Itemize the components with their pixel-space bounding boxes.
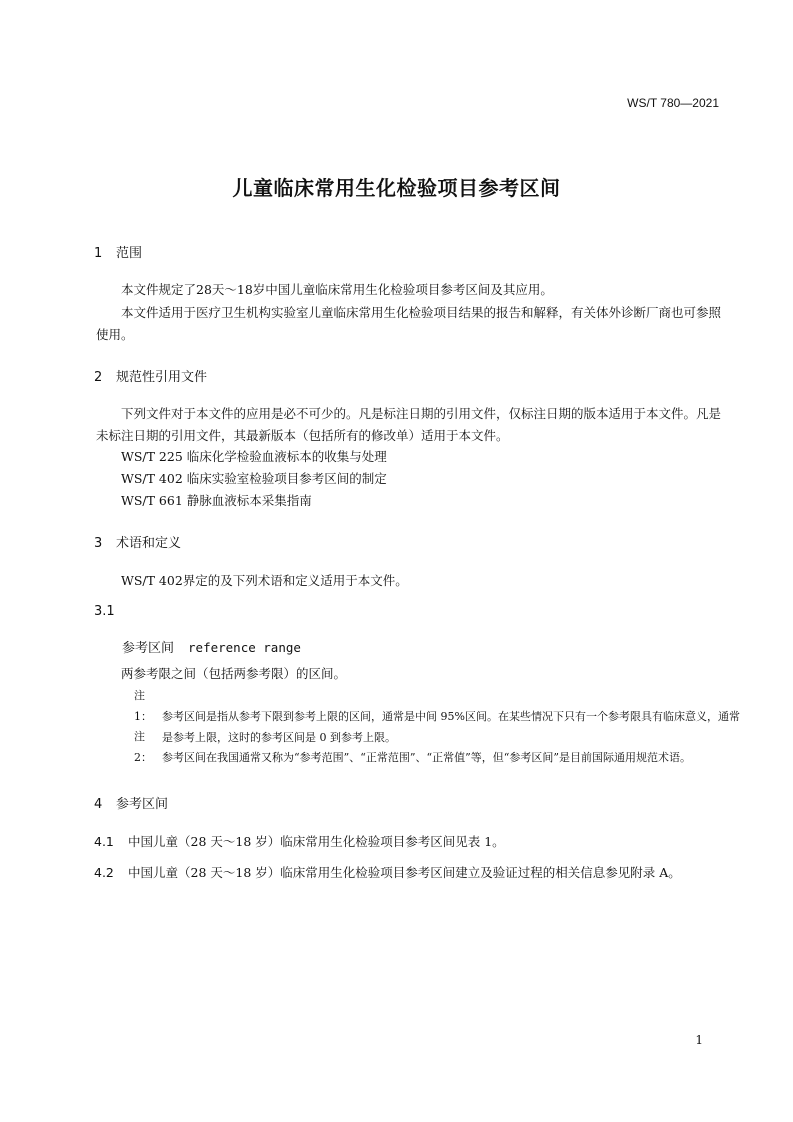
section-3-heading xyxy=(94,532,181,551)
term-entry xyxy=(122,637,301,656)
section-3-paragraph: WS/T 402界定的及下列术语和定义适用于本文件。 xyxy=(121,573,408,588)
section-1-paragraph-2 xyxy=(96,302,721,346)
note-text: 参考区间是指从参考下限到参考上限的区间，通常是中间 95%区间。在某些情况下只有一个参考限具有临床意义，通常是参考上限，这时的参考区间是 0 到参考上限。 xyxy=(162,710,740,744)
section-title: 规范性引用文件 xyxy=(116,370,208,385)
paragraph-text: 下列文件对于本文件的应用是必不可少的。凡是标注日期的引用文件，仅标注日期的版本适用于本文件。凡是未标注日期的引用文件，其最新版本（包括所有的修改单）适用于本文件。 xyxy=(96,406,722,443)
subclause-3-1-number: 3.1 xyxy=(94,604,115,619)
term-definition: 两参考限之间（包括两参考限）的区间。 xyxy=(121,666,347,681)
paragraph-text: 本文件规定了28天～18岁中国儿童临床常用生化检验项目参考区间及其应用。 xyxy=(121,282,553,297)
normative-reference: WS/T 661 静脉血液标本采集指南 xyxy=(121,493,312,508)
clause-text: 中国儿童（28 天～18 岁）临床常用生化检验项目参考区间建立及验证过程的相关信息参见附录 A。 xyxy=(128,865,681,880)
clause-4-1 xyxy=(94,832,505,850)
section-title: 范围 xyxy=(116,246,143,261)
section-1-heading xyxy=(94,242,142,261)
section-2-heading xyxy=(94,366,207,385)
page-title: 儿童临床常用生化检验项目参考区间 xyxy=(232,176,561,200)
section-number: 2 xyxy=(94,370,103,385)
section-number: 1 xyxy=(94,246,103,261)
section-2-paragraph xyxy=(96,403,721,447)
note-tag: 注1： xyxy=(134,689,152,723)
clause-4-2 xyxy=(94,863,681,881)
section-4-heading xyxy=(94,793,168,812)
section-number: 4 xyxy=(94,797,103,812)
normative-reference: WS/T 402 临床实验室检验项目参考区间的制定 xyxy=(121,471,387,486)
clause-number: 4.1 xyxy=(94,834,114,849)
section-number: 3 xyxy=(94,536,103,551)
section-title: 术语和定义 xyxy=(116,536,182,551)
section-1-paragraph-1 xyxy=(96,279,721,301)
term-chinese: 参考区间 xyxy=(122,641,175,656)
note-text: 参考区间在我国通常又称为“参考范围”、“正常范围”、“正常值”等，但“参考区间”是目前国际通用规范术语。 xyxy=(162,751,691,764)
note-2 xyxy=(134,726,750,768)
page-number: 1 xyxy=(695,1033,703,1047)
clause-number: 4.2 xyxy=(94,865,114,880)
note-tag: 注2： xyxy=(134,730,152,764)
section-title: 参考区间 xyxy=(116,797,169,812)
normative-reference: WS/T 225 临床化学检验血液标本的收集与处理 xyxy=(121,449,387,464)
standard-code: WS/T 780—2021 xyxy=(627,96,719,110)
term-english: reference range xyxy=(188,640,301,655)
paragraph-text: 本文件适用于医疗卫生机构实验室儿童临床常用生化检验项目结果的报告和解释，有关体外诊断厂商也可参照使用。 xyxy=(96,305,722,342)
clause-text: 中国儿童（28 天～18 岁）临床常用生化检验项目参考区间见表 1。 xyxy=(128,834,505,849)
